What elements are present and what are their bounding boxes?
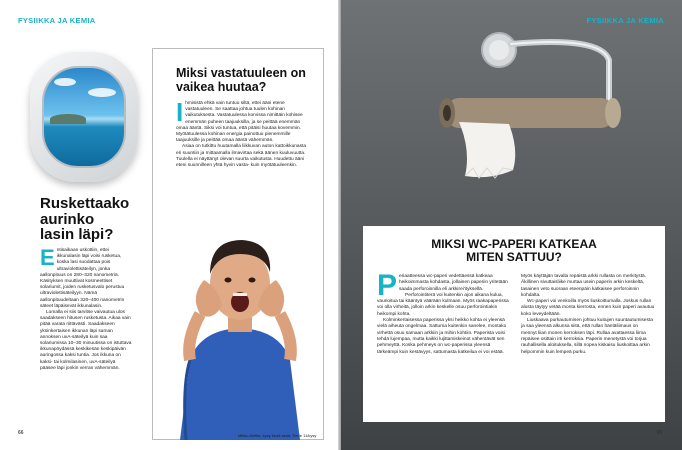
cloud-shape — [88, 88, 116, 97]
paper-article-paragraph: Myös käyttäjän tavalla repäistä arkki rullasta on merkitystä. Äkillinen sivuttaisliike murtaa usein paperin arkin keskeltä, tasainen veto suoraan eteenpäin katkaisee perforoinnin kohdalta. — [521, 274, 647, 298]
shout-article-paragraph: hmisistä ehkä vain tuntuu siltä, ettei ääni etene vastatuuleen. Se saattaa johtua tuulen kohinan vaikutuksesta. Vastatuulessa korvissa nimittäin kohisee enemmän puheen taajuuksilla, ja se peittää enemmän omaa ääntä. Siksi voi tuntua, että pitäisi huutaa kovemmin. Myötätuulessa kohinan energia painottuu pienemmille taajuuksille ja peittää omaa ääntä vähemmän. — [176, 101, 303, 144]
paper-article-panel — [363, 226, 665, 422]
right-page — [341, 0, 682, 450]
paper-article-title — [363, 238, 665, 264]
paper-article-paragraph: Liuskaava purkautuminen johtuu kuitujen suuntautumisesta ja saa yleensä alkunsa siitä, että rullan häntäliimaus on mennyt liian monen kerroksen läpi. Rullaa avattaessa liima repäisee osittain irti kerroksia. Paperin menetystä voi torjua rauhallisella aloituksella, sillä nopea kiskaisu liuskoittaa arkin helpommin kuin lempeä purku. — [521, 318, 653, 355]
toilet-paper-holder-image — [341, 0, 682, 230]
paper-article-paragraph: Wc-paperi voi venkoilla myös liuskoittumalla. Joskus rullan alusta täytyy vetää monta kierrosta, ennen kuin paperi avautuu koko leveydeltään. — [521, 299, 655, 317]
page-number-right: 65 — [656, 430, 662, 436]
section-label-right: FYSIIKKA JA KEMIA — [586, 16, 664, 25]
paper-article-column-2 — [521, 274, 655, 356]
paper-article-paragraph: eriaatteessa wc-paperi vedettäessä katkeaa heikoimmasta kohdasta, jollainen paperiin yritetään saada perforoinnilla eli arkkirei'ityksellä. — [399, 274, 508, 292]
window-article-dropcap: E — [40, 245, 55, 270]
paper-article-title-text: MIKSI WC-PAPERI KATKEAA MITEN SATTUU? — [431, 237, 597, 264]
shout-article-paragraph: Asiaa on tutkittu huutamalla liikkuvan auton kattoikkunasta eri suuntiin ja mittaamalla ilmavirtaa sekä äänen kuuluvuutta. Tuulella ei näyttänyt olevan suurta vaikutusta. Huudettu ääni eteni suunnilleen yhtä hyvin vasta- kuin myötätuuleenkin. — [176, 144, 306, 169]
window-article-paragraph: Lomalla ei siis tarvitse vaivautua ulos saadakseen hitusen rusketusta. Aikaa vain pitää varata riittävästi. Saadakseen yksinkertaisen ikkunan läpi saman annoksen uvA-säteilyä kuin saa solariumissa 10–30 minuutissa on istuttava ikkunapöydässä keskikesän keskipäivän auringossa kaksi tuntia. Jos ikkuna on kaksi- tai kolmilasinen, uvA-säteilyä pääsee läpi jonkin verran vähemmän. — [40, 310, 132, 371]
shouting-man-image — [160, 210, 320, 440]
shout-article-body — [176, 97, 310, 169]
window-article-paragraph: ntisaikaan uskottiin, ettei ikkunalasin läpi voisi rusketua, koska lasi suodattaa pois ultraviolettisäteilyn, jonka aallonpituus on 280–320 nanometriä. Käsityksen muuttivat kosmeettiset solariumit, joiden rusketusvalo perustuu ultraviolettisäteilyyn. Nämä aallonpituudeltaan 320–400 nanometrin säteet läpäisevät ikkunalasin. — [40, 248, 125, 309]
paper-article-paragraph: Kolminkertaisessa paperissa yksi heikko kohta ei yleensä vielä aiheuta ongelmaa. Sattuma kuitenkin sanelee, montako virhettä osuu samaan arkkiin ja mihin kohtiin. Paperista voisi tehdä lujempaa, mutta kaikki lujittamiskeinot vähentävät sen pehmeyttä. Koska pehmeys on wc-paperissa yleensä tärkeämpi kuin kestävyys, sattumasta katkeilua ei voi estää. — [377, 318, 507, 355]
paper-article-dropcap: P — [377, 269, 398, 302]
window-article-title: Ruskettaako aurinko lasin läpi? — [40, 195, 130, 243]
shout-article-dropcap: I — [176, 97, 184, 127]
window-article-body — [40, 245, 132, 372]
cloud-shape — [54, 78, 76, 86]
window-view — [42, 66, 126, 168]
page-number-left: 66 — [18, 430, 24, 436]
shout-article-title: Miksi vastatuuleen on vaikea huutaa? — [176, 66, 306, 94]
airplane-window-image — [30, 52, 138, 182]
paper-article-column-1 — [377, 269, 511, 356]
paper-article-paragraph: Perforointiterä voi kuitenkin ajon aikana kulua, vaurioitua tai kääntyä väärään kulmaan. Myös raakapaperissa voi olla virheitä, jolloin arkin keskelle osuu perforointiakin heikompi kohta. — [377, 292, 509, 317]
photo-credit: Mikko Anttila, kysy tiedä asiat: Tiede 11/kysy — [238, 433, 317, 438]
island-shape — [50, 114, 86, 124]
section-label-left: FYSIIKKA JA KEMIA — [18, 16, 96, 25]
